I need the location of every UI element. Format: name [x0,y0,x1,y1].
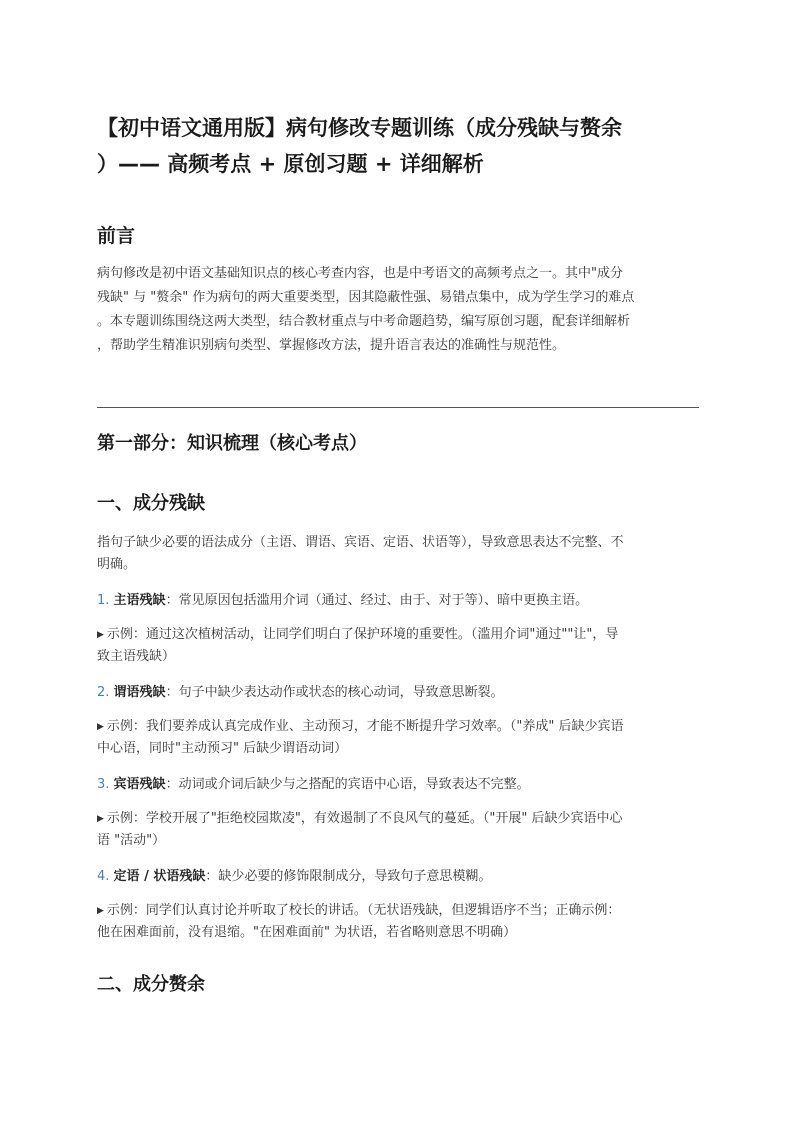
document-title-line-2: ）—— 高频考点 + 原创习题 + 详细解析 [97,152,484,176]
triangle-bullet-icon: ▶ [97,906,104,916]
example-paragraph [97,808,699,852]
part1-heading: 第一部分：知识梳理（核心考点） [97,433,367,454]
list-item-term: 定语 / 状语残缺 [113,869,206,884]
example-line: 中心语，同时"主动预习" 后缺少谓语动词） [97,741,348,756]
section1-intro-line: 明确。 [97,557,137,572]
example-line [97,900,699,922]
list-item-desc: ：常见原因包括滥用介词（通过、经过、由于、对于等）、暗中更换主语。 [165,593,589,608]
preface-line: 病句修改是初中语文基础知识点的核心考查内容，也是中考语文的高频考点之一。其中"成分 [97,266,623,281]
section1-heading: 一、成分残缺 [97,493,205,514]
list-item-term: 宾语残缺 [113,777,166,792]
section1-intro [97,532,699,576]
list-item-desc: ：缺少必要的修饰限制成分，导致句子意思模糊。 [205,869,492,884]
list-item-number: 1. [97,593,110,608]
example-line: 语 "活动"） [97,833,166,848]
example-line: 他在困难面前，没有退缩。"在困难面前" 为状语，若省略则意思不明确） [97,925,517,940]
list-item-number: 3. [97,777,110,792]
list-item-number: 4. [97,869,110,884]
section-divider [97,407,699,408]
section1-intro-line: 指句子缺少必要的语法成分（主语、谓语、宾语、定语、状语等），导致意思表达不完整、不 [97,535,624,550]
list-item-desc: ：句子中缺少表达动作或状态的核心动词，导致意思断裂。 [165,685,504,700]
example-text: 示例：同学们认真讨论并听取了校长的讲话。（无状语残缺，但逻辑语序不当；正确示例： [106,903,621,918]
list-item [97,682,699,704]
document-title [97,110,699,182]
document-title-line-1: 【初中语文通用版】病句修改专题训练（成分残缺与赘余 [97,116,622,140]
example-text: 示例：通过这次植树活动，让同学们明白了保护环境的重要性。（滥用介词"通过""让"，导 [106,627,619,642]
triangle-bullet-icon: ▶ [97,722,104,732]
list-item [97,774,699,796]
preface-line: 。本专题训练围绕这两大类型，结合教材重点与中考命题趋势，编写原创习题，配套详细解析 [97,314,631,329]
list-item-term: 谓语残缺 [113,685,166,700]
section2-heading: 二、成分赘余 [97,974,205,995]
triangle-bullet-icon: ▶ [97,630,104,640]
example-paragraph [97,716,699,760]
list-item-desc: ：动词或介词后缺少与之搭配的宾语中心语，导致表达不完整。 [165,777,530,792]
example-line [97,808,699,830]
example-line [97,716,699,738]
preface-line: 残缺" 与 "赘余" 作为病句的两大重要类型，因其隐蔽性强、易错点集中，成为学生学习的难点 [97,290,635,305]
list-item [97,866,699,888]
example-text: 示例：我们要养成认真完成作业、主动预习，才能不断提升学习效率。（"养成" 后缺少宾语 [106,719,624,734]
example-text: 示例：学校开展了"拒绝校园欺凌"，有效遏制了不良风气的蔓延。（"开展" 后缺少宾语中心 [106,811,623,826]
preface-line: ，帮助学生精准识别病句类型、掌握修改方法，提升语言表达的准确性与规范性。 [97,338,566,353]
list-item [97,590,699,612]
example-line [97,624,699,646]
preface-paragraph [97,262,699,358]
example-paragraph [97,900,699,944]
triangle-bullet-icon: ▶ [97,814,104,824]
list-item-term: 主语残缺 [113,593,166,608]
example-paragraph [97,624,699,668]
example-line: 致主语残缺） [97,649,176,664]
preface-heading: 前言 [97,225,136,247]
list-item-number: 2. [97,685,110,700]
